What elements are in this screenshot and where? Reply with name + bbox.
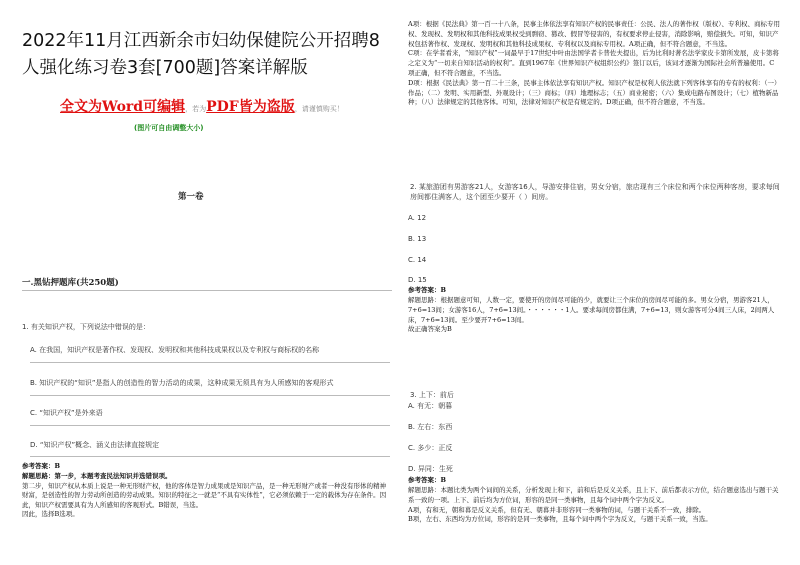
- analysis-line: 解题思路：根据题意可知，人数一定，要使开的房间尽可能的少，就要让三个床位的房间尽可能的多。男女分宿，男游客21人，7+6=13间；女游客16人，7+6=13间。・・・・・・1人。要求每间房都住满，7+6=13，则女游客可分4间三人床，2间两人床，7+6=13间。至少要开7+6=13间。: [408, 296, 775, 324]
- volume-heading: 第一卷: [178, 192, 204, 202]
- analysis-line: 解题思路：第一步，本题考查民法知识并选错误项。: [22, 472, 172, 480]
- promo-sep: ，若为: [185, 105, 207, 113]
- question-1-analysis: [22, 472, 392, 520]
- question-1-option-a: A. 在我国，知识产权是著作权、发现权、发明权和其他科技成果权以及专利权与商标权的名称: [30, 346, 320, 354]
- question-3-option-c: C. 多少：正反: [408, 444, 453, 452]
- promo-pdf: PDF皆为盗版: [206, 99, 295, 115]
- page-title: 2022年11月江西新余市妇幼保健院公开招聘8人强化练习卷3套[700题]答案详解版: [22, 31, 380, 78]
- question-2-option-a: A. 12: [408, 214, 427, 222]
- continued-analysis: [408, 20, 780, 108]
- question-2-stem: 2. 某旅游团有男游客21人，女游客16人，导游安排住宿，男女分宿，旅店现有三个床位和两个床位两种客房，要求每间房间都住满客人，这个团至少要开（ ）间房。: [410, 183, 780, 201]
- analysis-paragraph: A项：根据《民法典》第一百一十八条，民事主体依法享有知识产权的民事责任：公民、法人的著作权（版权）、专利权、商标专用权、发现权、发明权和其他科技成果权受到剽窃、篡改、假冒等侵害的，有权要求停止侵害，消除影响，赔偿损失。可知，知识产权包括著作权、发现权、发明权和其他科技成果权、专利权以及商标专用权。A项正确，但不符合题意，不当选。: [408, 20, 780, 48]
- question-1-option-b: B. 知识产权的“知识”是指人的创造性的智力活动的成果，这种成果无须具有为人所感知的客观形式: [30, 379, 334, 387]
- question-1-option-d: D. “知识产权”概念、涵义由法律直接规定: [30, 441, 160, 449]
- question-2-option-b: B. 13: [408, 235, 427, 243]
- question-3-stem: 3. 上下：前后: [410, 391, 454, 399]
- question-3-answer: 参考答案：B: [408, 476, 446, 484]
- question-1-answer: 参考答案：B: [22, 462, 60, 470]
- analysis-line: 第二步，知识产权从本质上说是一种无形财产权，他的客体是智力成果或是知识产品，是一种无形财产或者一种没有形体的精神财富，是创造性的智力劳动所创造的劳动成果。知识的特征之一就是“不具有实体性”，它必须依赖于一定的载体为存在条件。因此，知识产权需要具有为人所感知的客观形式。B错误，当选。: [22, 481, 387, 509]
- promo-line: [60, 96, 344, 116]
- analysis-paragraph: C项：在学者看来，“知识产权”一词最早于17世纪中叶由法国学者卡普佐夫提出，后为比利时著名法学家皮卡第所发展，皮卡第将之定义为“一切来自知识活动的权利”。直到1967年《世界知识产权组织公约》签订以后，该词才逐渐为国际社会所普遍使用。C项正确，但不符合题意，不当选。: [408, 49, 779, 77]
- question-2-option-d: D. 15: [408, 276, 427, 284]
- question-3-option-d: D. 异同：生死: [408, 465, 453, 473]
- option-divider: [30, 362, 390, 363]
- promo-word: 全文为Word可编辑: [60, 99, 186, 115]
- analysis-line: B项，左右、东西均为方位词，形容的是同一类事物，且每个词中两个字为反义，与题干关系一致，当选。: [408, 515, 712, 524]
- question-3-option-a: A. 有无：朝暮: [408, 402, 453, 410]
- question-2-analysis: [408, 296, 780, 335]
- analysis-line: 因此，选择B选项。: [22, 510, 79, 519]
- question-3-option-b: B. 左右：东西: [408, 423, 453, 431]
- analysis-line: A项，有和无，朝和暮是反义关系，但有无、朝暮并非形容同一类事物的词，与题干关系不一致，排除。: [408, 505, 706, 514]
- analysis-line: 解题思路：本题比类为两个词间的关系，分析发现上和下，前和后是反义关系，且上下、前后都表示方位，结合题意选出与题干关系一致的一项。上下、前后均为方位词，形容的是同一类事物，且每个词中两个字为反义。: [408, 486, 779, 504]
- question-2-answer: 参考答案：B: [408, 286, 446, 294]
- question-1-option-c: C. “知识产权”是外来语: [30, 409, 103, 417]
- option-divider: [30, 395, 390, 396]
- question-2-option-c: C. 14: [408, 256, 427, 264]
- option-divider: [30, 425, 390, 426]
- question-3-analysis: [408, 486, 780, 525]
- question-1-stem: 1. 有关知识产权，下列说法中错误的是：: [22, 323, 150, 331]
- section-heading: 一.黑钻押题库(共250题): [22, 278, 119, 288]
- promo-warning: ，请谨慎购买！: [294, 105, 344, 113]
- analysis-paragraph: D项：根据《民法典》第一百二十三条，民事主体依法享有知识产权。知识产权是权利人依法就下列客体享有的专有的权利：（一）作品；（二）发明、实用新型、外观设计；（三）商标；（四）地理标志；（五）商业秘密；（六）集成电路布图设计；（七）植物新品种；（八）法律规定的其他客体。可知，法律对知识产权是有规定的。D项正确，但不符合题意，不当选。: [408, 78, 779, 107]
- image-note: (图片可自由调整大小): [134, 124, 204, 132]
- analysis-line: 故正确答案为B: [408, 325, 452, 334]
- option-divider: [30, 456, 390, 457]
- section-divider: [22, 290, 392, 291]
